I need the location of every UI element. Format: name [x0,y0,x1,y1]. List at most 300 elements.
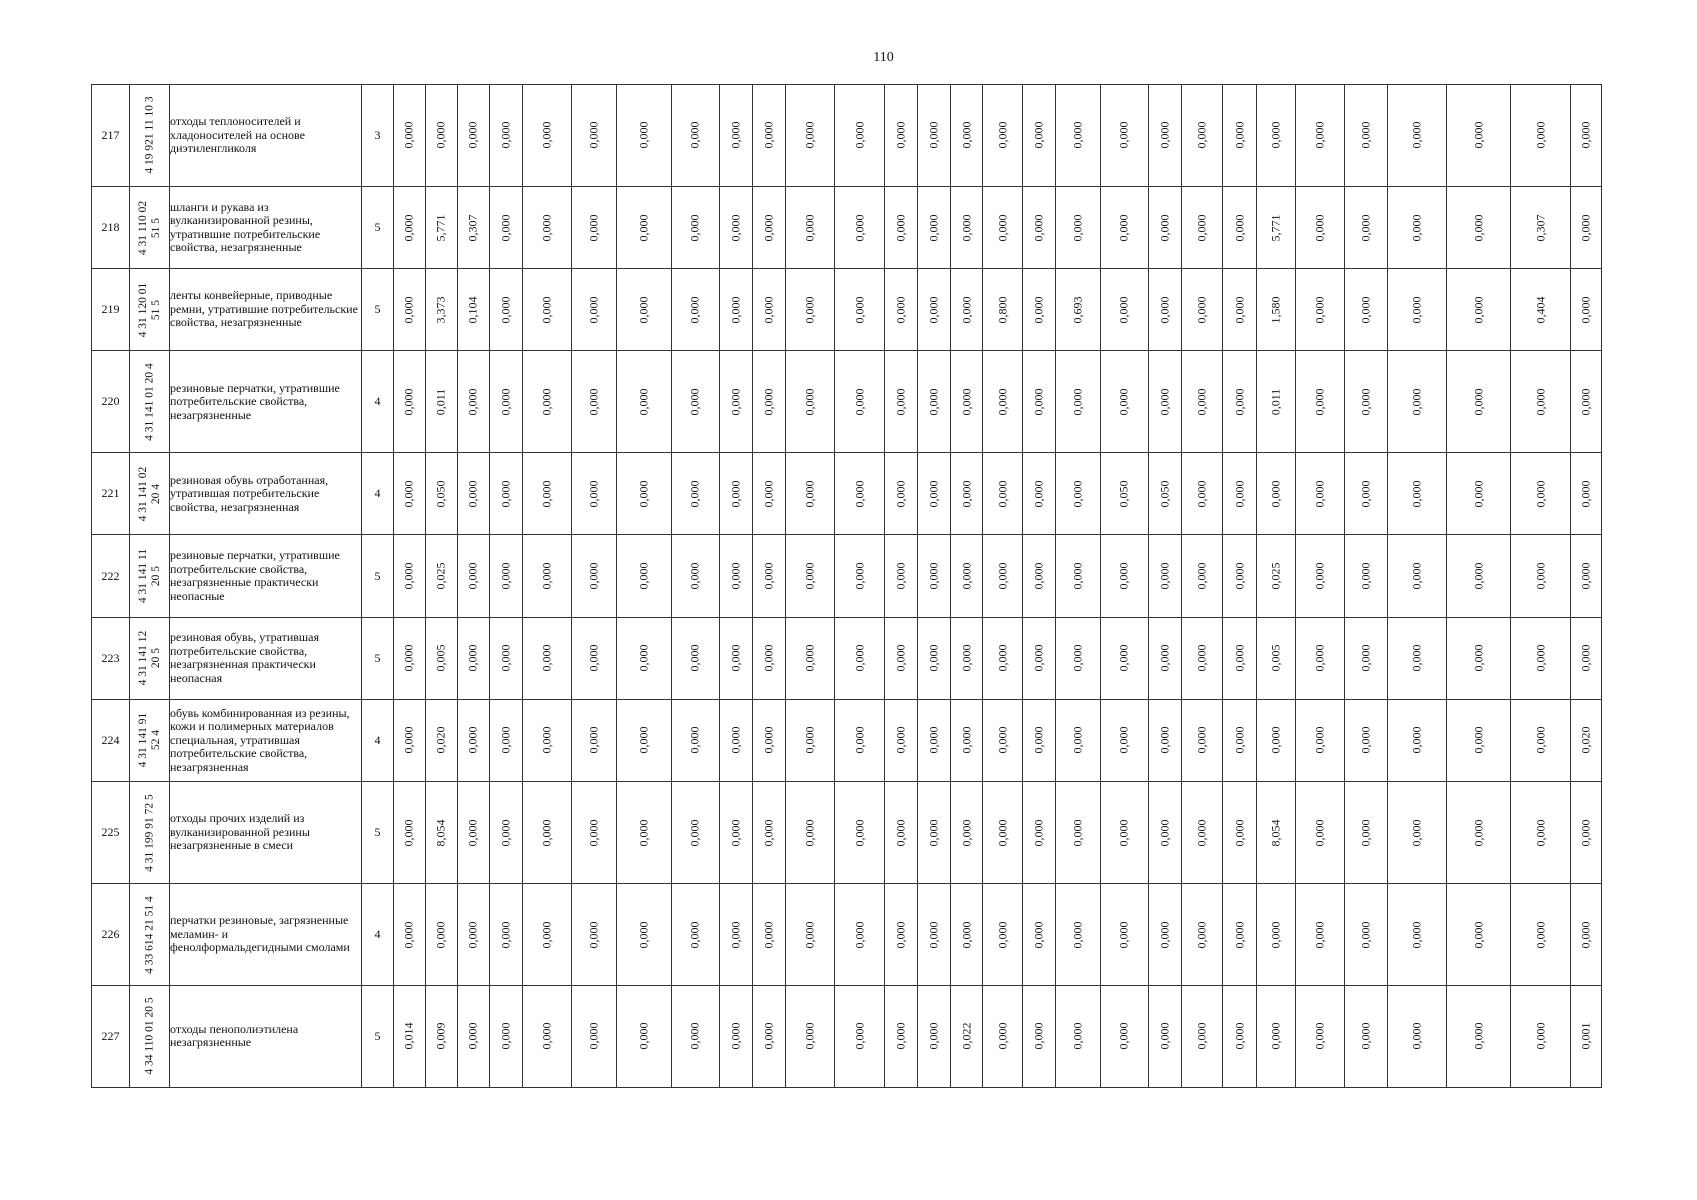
value-cell [394,617,426,699]
value-cell [1570,699,1601,781]
value-text: 0,009 [433,1022,448,1050]
value-cell [720,699,753,781]
value-text: 0,000 [539,388,554,416]
value-cell [617,351,672,453]
value-text: 0,000 [1031,388,1046,416]
value-cell [785,617,834,699]
value-cell [1257,186,1296,268]
value-text: 0,000 [1409,214,1424,242]
value-text: 0,000 [1232,819,1247,847]
value-cell [884,699,917,781]
waste-name: отходы прочих изделий из вулканизированной резины незагрязненные в смеси [170,782,362,884]
value-text: 0,000 [401,388,416,416]
value-text: 0,000 [1031,644,1046,672]
value-cell [457,269,489,351]
value-cell [1223,453,1257,535]
value-cell [720,453,753,535]
value-cell [1223,884,1257,986]
waste-name: резиновые перчатки, утратившие потребительские свойства, незагрязненные практически неопасные [170,535,362,617]
value-text: 0,000 [1409,644,1424,672]
value-cell [983,453,1022,535]
hazard-class: 5 [362,269,394,351]
value-cell [425,186,457,268]
value-text: 0,000 [498,644,513,672]
value-cell [1182,351,1223,453]
value-cell [1055,617,1100,699]
value-text: 0,000 [687,726,702,754]
value-cell [1149,186,1182,268]
value-text: 0,000 [1194,819,1209,847]
value-cell [489,535,522,617]
value-text: 0,005 [433,644,448,672]
value-text: 0,000 [687,1022,702,1050]
value-cell [489,985,522,1087]
value-cell [1022,699,1055,781]
value-text: 0,000 [1116,726,1131,754]
waste-code: 4 34 110 01 20 5 [143,997,155,1076]
value-text: 0,000 [1409,480,1424,508]
value-cell [983,617,1022,699]
value-text: 0,000 [1232,562,1247,590]
value-cell [884,985,917,1087]
value-text: 0,000 [1312,644,1327,672]
row-number: 221 [92,453,130,535]
value-cell [571,85,616,187]
value-cell [1257,985,1296,1087]
value-cell [1055,884,1100,986]
value-text: 0,000 [1358,921,1373,948]
value-cell [1344,884,1387,986]
value-text: 0,000 [1031,921,1046,948]
value-text: 0,104 [465,296,480,324]
value-cell [394,453,426,535]
value-cell [1387,699,1447,781]
value-cell [394,782,426,884]
value-cell [917,351,950,453]
value-cell [884,351,917,453]
value-cell [1149,782,1182,884]
waste-code: 4 31 141 01 20 4 [143,363,155,441]
value-text: 0,000 [1409,562,1424,590]
value-text: 0,000 [995,388,1010,416]
row-number: 218 [92,186,130,268]
value-cell [1570,453,1601,535]
waste-code-cell [130,453,170,535]
value-cell [917,782,950,884]
value-cell [1344,699,1387,781]
value-cell [835,85,884,187]
value-text: 0,000 [687,819,702,847]
value-cell [671,351,719,453]
value-text: 0,000 [926,214,941,242]
value-text: 0,000 [498,480,513,508]
value-text: 0,404 [1533,296,1548,324]
waste-name: отходы теплоносителей и хладоносителей на основе диэтиленгликоля [170,85,362,187]
waste-code-cell [130,884,170,986]
value-text: 0,000 [852,121,867,149]
value-cell [884,85,917,187]
value-text: 0,000 [1232,296,1247,324]
value-text: 0,000 [959,296,974,324]
value-text: 0,000 [1070,562,1085,590]
value-cell [522,453,571,535]
value-text: 0,000 [802,562,817,590]
value-text: 0,000 [401,562,416,590]
value-cell [425,617,457,699]
value-text: 0,000 [401,296,416,324]
value-text: 0,000 [1157,819,1172,847]
waste-name: резиновая обувь отработанная, утратившая потребительские свойства, незагрязненная [170,453,362,535]
value-cell [1223,985,1257,1087]
value-cell [917,617,950,699]
value-cell [753,884,786,986]
value-text: 0,000 [687,296,702,324]
value-text: 0,000 [539,121,554,149]
value-cell [1022,617,1055,699]
hazard-class: 4 [362,351,394,453]
table-row [92,884,1602,986]
waste-code-cell [130,617,170,699]
value-cell [983,782,1022,884]
value-text: 1,580 [1268,296,1283,324]
value-text: 0,000 [1471,562,1486,590]
value-text: 0,000 [498,214,513,242]
value-text: 0,000 [1312,1022,1327,1050]
value-text: 0,000 [636,388,651,416]
value-text: 0,000 [1194,121,1209,149]
value-text: 0,000 [636,296,651,324]
value-text: 0,000 [728,214,743,242]
value-text: 0,000 [761,1022,776,1050]
value-cell [457,351,489,453]
value-cell [522,535,571,617]
value-cell [671,617,719,699]
value-cell [983,85,1022,187]
value-cell [785,453,834,535]
value-text: 0,000 [687,388,702,416]
value-cell [1447,85,1511,187]
value-text: 0,025 [1268,562,1283,590]
row-number: 217 [92,85,130,187]
value-text: 0,000 [1031,296,1046,324]
value-text: 0,000 [1409,819,1424,847]
value-text: 0,000 [1031,726,1046,754]
value-cell [884,535,917,617]
value-cell [1182,699,1223,781]
waste-code-cell [130,269,170,351]
table-row [92,186,1602,268]
value-text: 0,000 [1578,214,1593,242]
value-cell [425,535,457,617]
value-cell [425,269,457,351]
value-cell [571,269,616,351]
hazard-class: 3 [362,85,394,187]
waste-code-cell [130,535,170,617]
waste-code: 4 31 199 91 72 5 [143,793,155,872]
waste-code-cell [130,85,170,187]
value-text: 0,001 [1578,1022,1593,1050]
value-text: 0,000 [959,214,974,242]
value-cell [671,85,719,187]
value-cell [1387,985,1447,1087]
value-cell [457,699,489,781]
value-text: 0,000 [1358,562,1373,590]
value-cell [394,535,426,617]
value-text: 0,000 [586,388,601,416]
value-cell [1344,269,1387,351]
value-text: 0,000 [926,819,941,847]
value-text: 0,000 [852,1022,867,1050]
hazard-class: 4 [362,453,394,535]
value-cell [835,269,884,351]
value-cell [950,535,983,617]
value-cell [1149,269,1182,351]
value-text: 0,000 [893,921,908,948]
waste-code-cell [130,985,170,1087]
waste-code: 4 31 110 02 51 5 [136,200,162,255]
value-cell [720,85,753,187]
value-text: 0,000 [539,644,554,672]
waste-name: ленты конвейерные, приводные ремни, утратившие потребительские свойства, незагрязненные [170,269,362,351]
value-text: 8,054 [433,819,448,847]
value-cell [571,884,616,986]
value-cell [394,884,426,986]
value-cell [671,985,719,1087]
value-text: 0,000 [802,1022,817,1050]
value-cell [1447,453,1511,535]
value-text: 0,000 [893,480,908,508]
value-cell [785,782,834,884]
value-text: 0,000 [959,388,974,416]
value-cell [1100,617,1148,699]
value-text: 0,011 [433,388,448,416]
value-text: 0,000 [1312,726,1327,754]
value-text: 0,000 [1358,819,1373,847]
value-text: 0,000 [1358,726,1373,754]
value-cell [1100,453,1148,535]
value-cell [671,699,719,781]
value-text: 0,000 [1471,819,1486,847]
value-cell [1182,85,1223,187]
value-cell [522,269,571,351]
value-text: 0,000 [959,819,974,847]
hazard-class: 5 [362,782,394,884]
value-cell [884,269,917,351]
value-text: 0,000 [465,644,480,672]
value-text: 0,000 [1194,726,1209,754]
value-cell [785,85,834,187]
value-text: 0,000 [465,388,480,416]
value-cell [1511,884,1571,986]
value-cell [720,617,753,699]
waste-name: перчатки резиновые, загрязненные меламин- и фенолформальдегидными смолами [170,884,362,986]
value-cell [917,453,950,535]
value-text: 0,000 [995,214,1010,242]
value-text: 0,000 [1116,1022,1131,1050]
value-cell [1257,269,1296,351]
value-cell [617,453,672,535]
value-text: 0,000 [1031,480,1046,508]
value-cell [1149,617,1182,699]
value-text: 0,000 [1578,388,1593,416]
value-cell [983,351,1022,453]
value-text: 0,000 [433,921,448,948]
value-cell [1570,617,1601,699]
value-text: 0,000 [586,644,601,672]
value-cell [1511,351,1571,453]
value-cell [917,884,950,986]
value-cell [753,985,786,1087]
value-cell [457,782,489,884]
value-text: 0,000 [852,644,867,672]
value-cell [1570,269,1601,351]
waste-code: 4 31 141 02 20 4 [136,466,162,522]
value-cell [1447,617,1511,699]
value-cell [884,186,917,268]
value-cell [1296,617,1344,699]
value-text: 0,000 [893,388,908,416]
value-cell [489,782,522,884]
value-text: 0,000 [728,644,743,672]
waste-table [91,84,1602,1088]
waste-code-cell [130,351,170,453]
waste-code-cell [130,186,170,268]
value-cell [425,85,457,187]
value-cell [1570,985,1601,1087]
value-text: 0,000 [498,921,513,948]
value-text: 0,000 [1116,296,1131,324]
value-cell [457,617,489,699]
value-text: 3,373 [433,296,448,324]
value-text: 0,000 [465,121,480,149]
value-cell [1447,699,1511,781]
value-cell [753,535,786,617]
value-cell [617,85,672,187]
value-text: 0,000 [687,480,702,508]
value-text: 0,000 [1194,214,1209,242]
value-cell [1570,884,1601,986]
value-text: 0,011 [1268,388,1283,416]
value-text: 0,000 [1471,480,1486,508]
value-cell [785,186,834,268]
value-text: 0,000 [687,562,702,590]
value-text: 0,000 [1232,388,1247,416]
value-text: 0,000 [636,644,651,672]
value-text: 0,000 [687,121,702,149]
value-text: 0,000 [1578,121,1593,149]
value-cell [1100,269,1148,351]
value-text: 0,000 [728,296,743,324]
value-text: 0,000 [1194,562,1209,590]
value-cell [1055,699,1100,781]
value-text: 0,000 [1070,388,1085,416]
value-text: 0,000 [539,214,554,242]
value-cell [1257,453,1296,535]
value-text: 0,000 [586,480,601,508]
value-text: 0,000 [1471,726,1486,754]
value-cell [1022,186,1055,268]
value-text: 0,000 [539,296,554,324]
value-cell [1296,699,1344,781]
value-text: 0,000 [728,562,743,590]
value-text: 0,000 [1232,121,1247,149]
value-text: 0,000 [498,819,513,847]
value-text: 0,000 [1157,214,1172,242]
value-text: 0,000 [1268,921,1283,948]
value-text: 0,000 [728,921,743,948]
value-text: 0,000 [1471,921,1486,948]
value-cell [671,782,719,884]
value-cell [1511,269,1571,351]
hazard-class: 5 [362,985,394,1087]
value-cell [785,985,834,1087]
row-number: 222 [92,535,130,617]
value-cell [522,186,571,268]
value-text: 0,000 [852,819,867,847]
value-cell [785,884,834,986]
value-text: 0,000 [802,480,817,508]
value-cell [835,782,884,884]
table-row [92,535,1602,617]
value-cell [950,884,983,986]
value-text: 0,000 [401,121,416,149]
value-text: 0,000 [498,1022,513,1050]
value-cell [1296,884,1344,986]
value-text: 0,000 [926,921,941,948]
value-text: 0,000 [728,121,743,149]
value-cell [617,535,672,617]
value-cell [753,699,786,781]
value-cell [1257,351,1296,453]
value-cell [884,617,917,699]
value-cell [1223,782,1257,884]
value-text: 0,000 [636,562,651,590]
value-cell [1447,884,1511,986]
value-text: 0,000 [1471,214,1486,242]
value-text: 0,000 [995,726,1010,754]
value-text: 0,000 [636,480,651,508]
value-text: 0,000 [995,562,1010,590]
value-cell [1257,85,1296,187]
value-text: 0,000 [926,121,941,149]
value-cell [1149,351,1182,453]
value-text: 0,000 [1533,819,1548,847]
waste-code: 4 31 141 12 20 5 [136,630,162,686]
value-text: 0,000 [1471,388,1486,416]
value-text: 0,000 [1268,121,1283,149]
value-text: 0,000 [995,1022,1010,1050]
value-cell [457,884,489,986]
value-text: 0,000 [1116,819,1131,847]
value-text: 0,000 [1157,1022,1172,1050]
value-text: 0,000 [401,644,416,672]
value-text: 0,000 [1194,644,1209,672]
value-cell [1182,269,1223,351]
value-text: 0,000 [761,921,776,948]
value-text: 0,000 [1358,644,1373,672]
value-cell [950,269,983,351]
value-cell [753,351,786,453]
value-cell [720,351,753,453]
table-row [92,782,1602,884]
value-text: 0,000 [1070,921,1085,948]
value-cell [1511,699,1571,781]
value-text: 0,000 [465,480,480,508]
value-text: 0,000 [586,921,601,948]
value-cell [425,985,457,1087]
value-cell [1296,453,1344,535]
value-text: 0,000 [1358,296,1373,324]
